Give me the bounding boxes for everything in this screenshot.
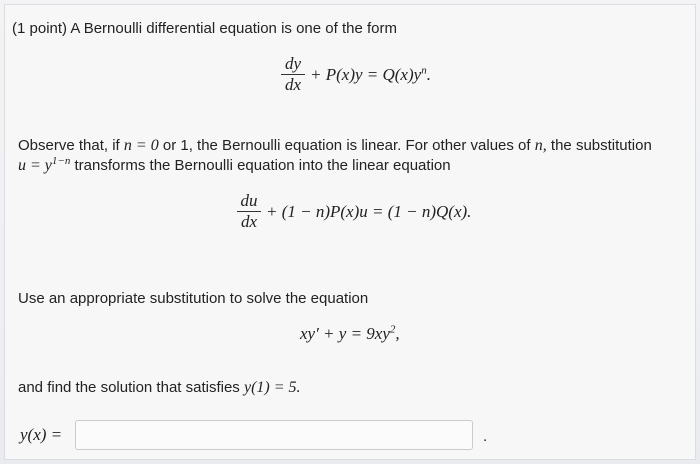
equation2-rhs: + (1 − n)P(x)u = (1 − n)Q(x). xyxy=(266,202,472,221)
use-substitution-text: Use an appropriate substitution to solve the equation xyxy=(18,290,369,307)
equation1-rhs-text: + P(x)y = Q(x)y xyxy=(310,65,422,84)
equation2-fraction xyxy=(236,191,262,232)
substitution-u: u = y xyxy=(18,157,52,174)
equation3-end: , xyxy=(395,324,400,343)
answer-label: y(x) = xyxy=(20,425,63,444)
initial-condition: y(1) = 5. xyxy=(243,379,301,396)
equation1-fraction xyxy=(280,54,306,95)
find-solution-text: and find the solution that satisfies xyxy=(18,379,240,396)
substitution-exponent: 1−n xyxy=(51,155,71,167)
equation1-rhs xyxy=(310,65,431,85)
answer-input[interactable] xyxy=(75,420,473,450)
n-variable: n, xyxy=(534,137,547,154)
observe-line2-text: transforms the Bernoulli equation into the linear equation xyxy=(74,157,451,174)
equation1-exponent: n xyxy=(421,64,427,77)
equation2-numerator: du xyxy=(240,191,258,210)
n-equals-zero: n = 0 xyxy=(123,137,159,154)
equation1-numerator: dy xyxy=(284,54,302,73)
observe-prefix: Observe that, if xyxy=(18,137,120,154)
equation2-denominator: dx xyxy=(240,212,258,231)
find-solution-line xyxy=(18,379,301,397)
equation1-end: . xyxy=(426,65,431,84)
observe-middle: or 1, the Bernoulli equation is linear. For other values of xyxy=(162,137,531,154)
problem-intro: (1 point) A Bernoulli differential equation is one of the form xyxy=(12,20,397,37)
observe-line1 xyxy=(18,137,652,155)
equation3-text: xy′ + y = 9xy xyxy=(300,324,390,343)
equation1-denominator: dx xyxy=(284,75,302,94)
observe-line2 xyxy=(18,157,451,175)
observe-suffix: the substitution xyxy=(550,137,652,154)
answer-trailing-period: . xyxy=(483,428,488,445)
equation3 xyxy=(300,324,400,344)
equation3-exponent: 2 xyxy=(389,323,396,336)
